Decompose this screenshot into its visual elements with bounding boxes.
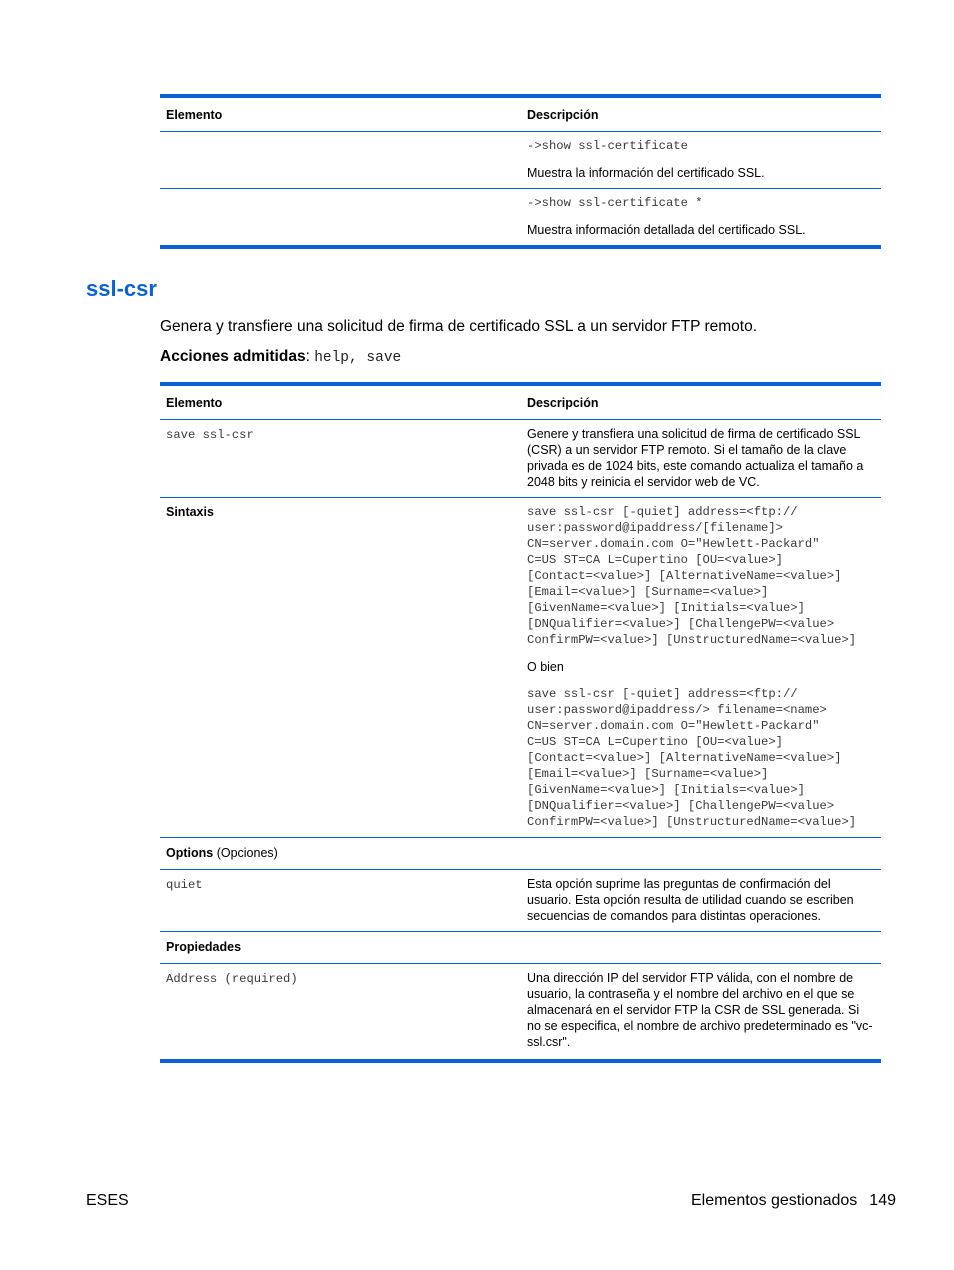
table-header-row xyxy=(160,96,881,132)
syntax-line: [Email=<value>] [Surname=<value>] xyxy=(527,585,769,599)
table-row-quiet xyxy=(160,870,881,932)
syntax-line: [Contact=<value>] [AlternativeName=<value>] xyxy=(527,751,842,765)
element-cell xyxy=(160,498,521,838)
command-text: ->show ssl-certificate xyxy=(527,139,688,153)
description-cell: Esta opción suprime las preguntas de confirmación del usuario. Esta opción resulta de utilidad cuando se escriben secuencias de comandos para distintas operaciones. xyxy=(521,870,881,932)
description-cell: Genere y transfiera una solicitud de firma de certificado SSL (CSR) a un servidor FTP remoto. Si el tamaño de la clave privada es de 1024 bits, este comando actualiza el tamaño a 2048 bits y reinicia el servidor web de VC. xyxy=(521,420,881,498)
table-row-save xyxy=(160,420,881,498)
table-header-row xyxy=(160,384,881,420)
syntax-block-2 xyxy=(527,686,875,830)
syntax-line: ConfirmPW=<value>] [UnstructuredName=<value>] xyxy=(527,633,857,647)
syntax-line: user:password@ipaddress/> filename=<name> xyxy=(527,703,827,717)
element-cell xyxy=(160,870,521,932)
description-text: Muestra información detallada del certificado SSL. xyxy=(527,223,806,237)
table-row xyxy=(160,189,881,248)
description-text: Muestra la información del certificado SSL. xyxy=(527,166,765,180)
syntax-line: save ssl-csr [-quiet] address=<ftp:// xyxy=(527,687,798,701)
syntax-line: [Contact=<value>] [AlternativeName=<value>] xyxy=(527,569,842,583)
footer-page-info xyxy=(691,1192,896,1210)
properties-label: Propiedades xyxy=(166,940,242,954)
header-element: Elemento xyxy=(160,384,521,420)
ssl-csr-table xyxy=(160,382,881,1063)
syntax-line: CN=server.domain.com O="Hewlett-Packard" xyxy=(527,719,820,733)
element-cell xyxy=(160,189,521,248)
table-row-address xyxy=(160,964,881,1062)
syntax-line: user:password@ipaddress/[filename]> xyxy=(527,521,783,535)
syntax-line: ConfirmPW=<value>] [UnstructuredName=<value>] xyxy=(527,815,857,829)
options-label-rest: (Opciones) xyxy=(213,846,278,860)
syntax-line: save ssl-csr [-quiet] address=<ftp:// xyxy=(527,505,798,519)
actions-value: help, save xyxy=(314,350,402,366)
element-code: quiet xyxy=(166,878,203,892)
table-row-syntax xyxy=(160,498,881,838)
header-element: Elemento xyxy=(160,96,521,132)
supported-actions xyxy=(160,348,401,366)
table-row xyxy=(160,132,881,189)
actions-label: Acciones admitidas xyxy=(160,348,306,365)
element-cell xyxy=(160,838,521,870)
syntax-line: [GivenName=<value>] [Initials=<value>] xyxy=(527,601,805,615)
table-row-properties xyxy=(160,932,881,964)
header-description: Descripción xyxy=(521,384,881,420)
syntax-line: CN=server.domain.com O="Hewlett-Packard" xyxy=(527,537,820,551)
show-commands-table xyxy=(160,94,881,249)
syntax-label: Sintaxis xyxy=(166,505,214,519)
syntax-line: [GivenName=<value>] [Initials=<value>] xyxy=(527,783,805,797)
actions-separator: : xyxy=(305,348,315,365)
section-intro: Genera y transfiere una solicitud de firma de certificado SSL a un servidor FTP remoto. xyxy=(160,318,758,335)
table-row-options xyxy=(160,838,881,870)
header-description: Descripción xyxy=(521,96,881,132)
element-cell xyxy=(160,932,521,964)
element-code: Address (required) xyxy=(166,972,298,986)
section-title: ssl-csr xyxy=(86,276,157,301)
options-label: Options xyxy=(166,846,214,860)
or-text: O bien xyxy=(527,660,564,674)
syntax-line: C=US ST=CA L=Cupertino [OU=<value>] xyxy=(527,553,783,567)
element-cell xyxy=(160,132,521,189)
syntax-line: [DNQualifier=<value>] [ChallengePW=<value> xyxy=(527,799,835,813)
command-text: ->show ssl-certificate * xyxy=(527,196,703,210)
element-cell xyxy=(160,420,521,498)
description-cell xyxy=(521,932,881,964)
footer-locale: ESES xyxy=(86,1192,129,1209)
syntax-line: C=US ST=CA L=Cupertino [OU=<value>] xyxy=(527,735,783,749)
description-cell xyxy=(521,498,881,838)
description-cell xyxy=(521,838,881,870)
syntax-block-1 xyxy=(527,504,875,648)
page-number: 149 xyxy=(869,1192,896,1209)
element-cell xyxy=(160,964,521,1062)
footer-section: Elementos gestionados xyxy=(690,1192,858,1209)
description-cell xyxy=(521,189,881,248)
element-code: save ssl-csr xyxy=(166,428,254,442)
description-cell: Una dirección IP del servidor FTP válida, con el nombre de usuario, la contraseña y el nombre del archivo en el que se almacenará en el servidor FTP la CSR de SSL generada. Si no se especifica, el nombre de archivo predeterminado es "vc-ssl.csr". xyxy=(521,964,881,1062)
description-cell xyxy=(521,132,881,189)
syntax-line: [DNQualifier=<value>] [ChallengePW=<value> xyxy=(527,617,835,631)
syntax-line: [Email=<value>] [Surname=<value>] xyxy=(527,767,769,781)
